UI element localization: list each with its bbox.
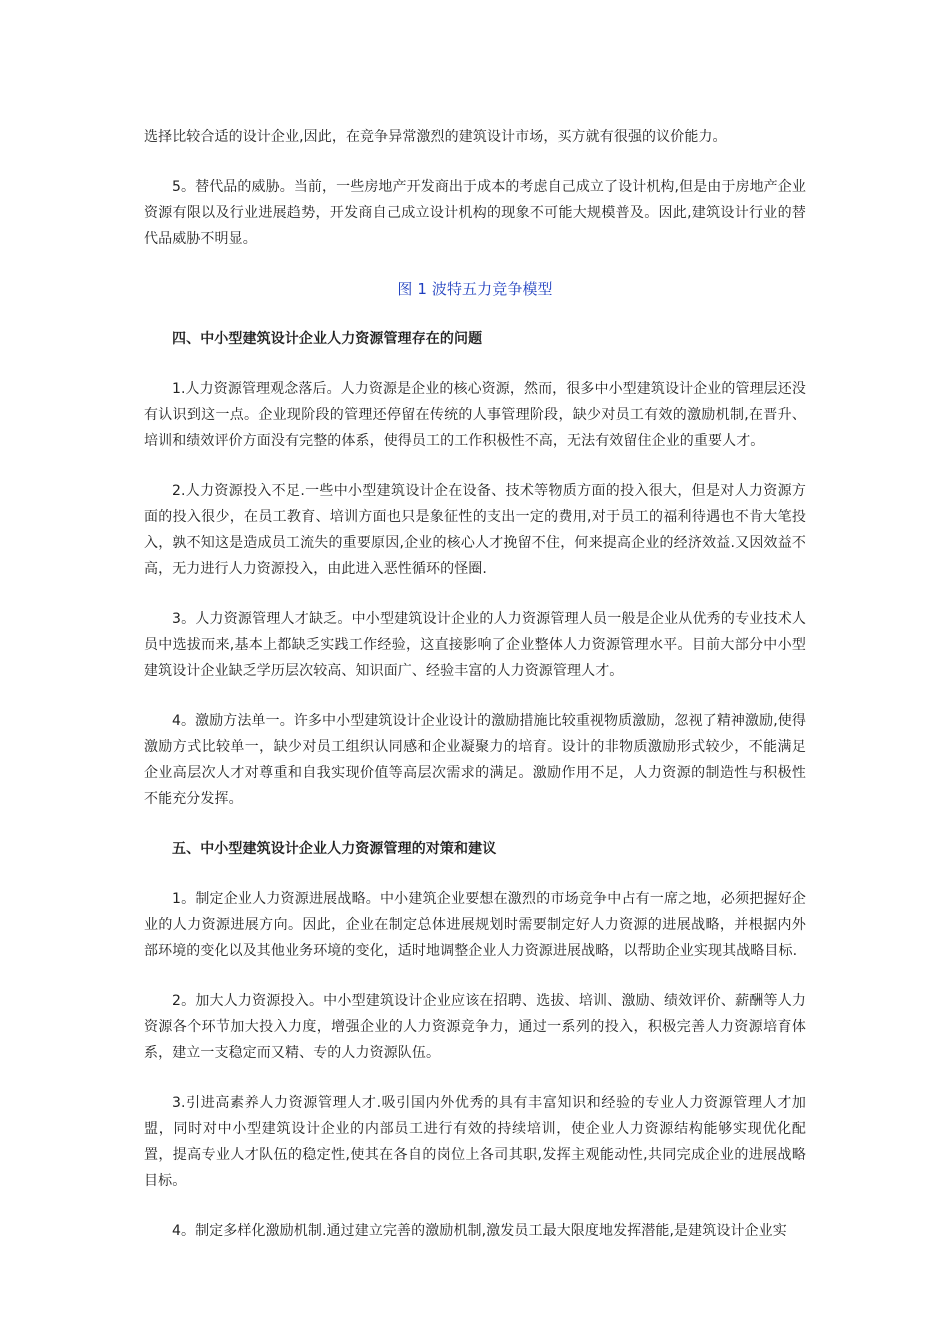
paragraph-strategy-3: 3.引进高素养人力资源管理人才.吸引国内外优秀的具有丰富知识和经验的专业人力资源管理人才加盟，同时对中小型建筑设计企业的内部员工进行有效的持续培训，使企业人力资源结构能够实现优化配置，提高专业人才队伍的稳定性,使其在各自的岗位上各司其职,发挥主观能动性,共同完成企业的进展战略目标。: [144, 1095, 806, 1189]
section-heading-problems: 四、中小型建筑设计企业人力资源管理存在的问题: [172, 331, 483, 347]
paragraph-problem-1: 1.人力资源管理观念落后。人力资源是企业的核心资源，然而，很多中小型建筑设计企业的管理层还没有认识到这一点。企业现阶段的管理还停留在传统的人事管理阶段，缺少对员工有效的激励机制,在晋升、培训和绩效评价方面没有完整的体系，使得员工的工作积极性不高，无法有效留住企业的重要人才。: [144, 381, 806, 449]
paragraph-continuation: 选择比较合适的设计企业,因此，在竞争异常激烈的建筑设计市场，买方就有很强的议价能力。: [144, 129, 727, 145]
document-body: [144, 124, 806, 1268]
paragraph-strategy-1: 1。制定企业人力资源进展战略。中小建筑企业要想在激烈的市场竞争中占有一席之地，必须把握好企业的人力资源进展方向。因此，企业在制定总体进展规划时需要制定好人力资源的进展战略，并根据内外部环境的变化以及其他业务环境的变化，适时地调整企业人力资源进展战略，以帮助企业实现其战略目标.: [144, 891, 806, 959]
paragraph-problem-4: 4。激励方法单一。许多中小型建筑设计企业设计的激励措施比较重视物质激励，忽视了精神激励,使得激励方式比较单一，缺少对员工组织认同感和企业凝聚力的培育。设计的非物质激励形式较少，不能满足企业高层次人才对尊重和自我实现价值等高层次需求的满足。激励作用不足，人力资源的制造性与积极性不能充分发挥。: [144, 713, 806, 807]
section-heading-strategies: 五、中小型建筑设计企业人力资源管理的对策和建议: [172, 841, 497, 857]
paragraph-problem-2: 2.人力资源投入不足.一些中小型建筑设计企在设备、技术等物质方面的投入很大，但是对人力资源方面的投入很少，在员工教育、培训方面也只是象征性的支出一定的费用,对于员工的福利待遇也不肯大笔投入，孰不知这是造成员工流失的重要原因,企业的核心人才挽留不住，何来提高企业的经济效益.又因效益不高，无力进行人力资源投入，由此进入恶性循环的怪圈.: [144, 483, 806, 577]
figure-caption: 图 1 波特五力竞争模型: [397, 280, 553, 298]
paragraph-strategy-2: 2。加大人力资源投入。中小型建筑设计企业应该在招聘、选拔、培训、激励、绩效评价、薪酬等人力资源各个环节加大投入力度，增强企业的人力资源竞争力，通过一系列的投入，积极完善人力资源培育体系，建立一支稳定而又精、专的人力资源队伍。: [144, 993, 806, 1061]
paragraph-substitutes-threat: 5。替代品的威胁。当前，一些房地产开发商出于成本的考虑自己成立了设计机构,但是由于房地产企业资源有限以及行业进展趋势，开发商自己成立设计机构的现象不可能大规模普及。因此,建筑设计行业的替代品威胁不明显。: [144, 179, 806, 247]
paragraph-strategy-4: 4。制定多样化激励机制.通过建立完善的激励机制,激发员工最大限度地发挥潜能,是建筑设计企业实: [172, 1223, 787, 1239]
paragraph-problem-3: 3。人力资源管理人才缺乏。中小型建筑设计企业的人力资源管理人员一般是企业从优秀的专业技术人员中选拔而来,基本上都缺乏实践工作经验，这直接影响了企业整体人力资源管理水平。目前大部分中小型建筑设计企业缺乏学历层次较高、知识面广、经验丰富的人力资源管理人才。: [144, 611, 806, 679]
